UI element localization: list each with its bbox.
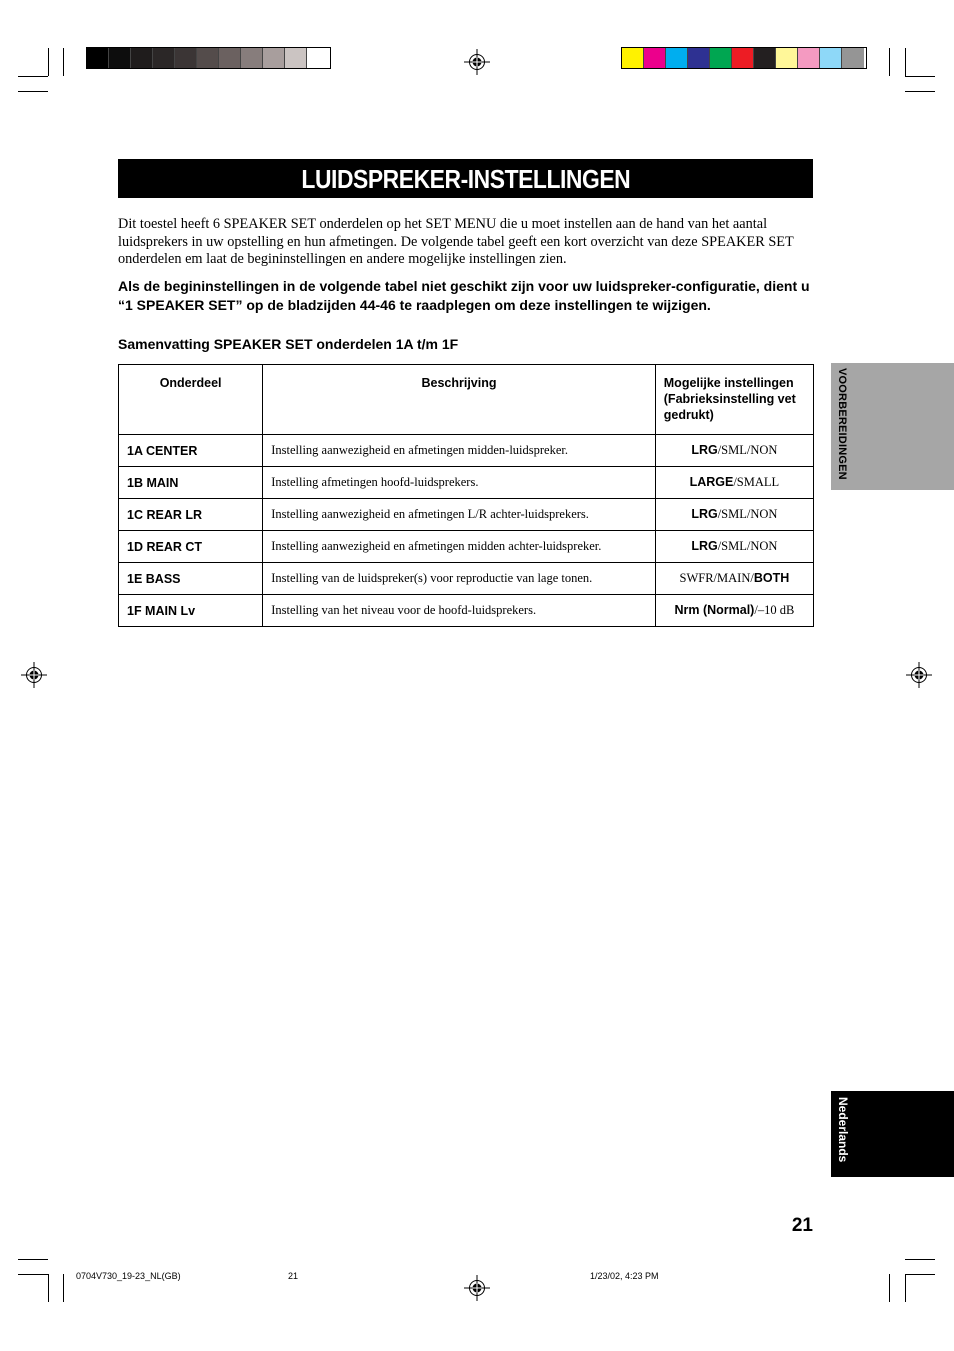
color-swatch <box>666 48 688 68</box>
row-item: 1F MAIN Lv <box>119 595 263 627</box>
option-values: /–10 dB <box>754 603 795 617</box>
row-description: Instelling aanwezigheid en afmetingen L/R achter-luidsprekers. <box>263 499 656 531</box>
row-item: 1A CENTER <box>119 435 263 467</box>
gray-calibration-bar <box>86 47 331 69</box>
color-swatch <box>307 48 329 68</box>
color-swatch <box>644 48 666 68</box>
crop-mark <box>18 1259 48 1260</box>
registration-mark-icon <box>21 662 47 688</box>
color-swatch <box>776 48 798 68</box>
default-option: LRG <box>691 443 718 457</box>
color-swatch <box>263 48 285 68</box>
row-options <box>655 595 813 627</box>
crop-mark <box>889 1274 890 1302</box>
column-header-options: Mogelijke instellingen (Fabrieksinstelling vet gedrukt) <box>655 365 813 435</box>
row-item: 1C REAR LR <box>119 499 263 531</box>
row-options <box>655 467 813 499</box>
registration-mark-icon <box>906 662 932 688</box>
option-values: SWFR/MAIN/ <box>679 571 754 585</box>
crop-mark <box>18 1274 48 1275</box>
color-swatch <box>688 48 710 68</box>
color-swatch <box>109 48 131 68</box>
color-swatch <box>175 48 197 68</box>
page-title: LUIDSPREKER-INSTELLINGEN <box>118 159 813 198</box>
default-option: Nrm (Normal) <box>674 603 755 617</box>
color-swatch <box>732 48 754 68</box>
color-swatch <box>842 48 864 68</box>
default-option: BOTH <box>753 571 790 585</box>
color-swatch <box>87 48 109 68</box>
row-options <box>655 435 813 467</box>
color-swatch <box>710 48 732 68</box>
column-header-item: Onderdeel <box>119 365 263 435</box>
default-option: LARGE <box>689 475 734 489</box>
speaker-set-table <box>118 364 814 627</box>
table-row <box>119 595 814 627</box>
default-option: LRG <box>691 539 718 553</box>
color-swatch <box>820 48 842 68</box>
row-description: Instelling aanwezigheid en afmetingen midden-luidspreker. <box>263 435 656 467</box>
registration-mark-icon <box>464 1275 490 1301</box>
row-options <box>655 531 813 563</box>
color-swatch <box>754 48 776 68</box>
crop-mark <box>905 1274 906 1302</box>
warning-paragraph: Als de begininstellingen in de volgende tabel niet geschikt zijn voor uw luidspreker-configuratie, dient u “1 SPEAKER SET” op de bladzijden 44-46 te raadplegen om deze instellingen te wijzigen. <box>118 278 810 313</box>
option-values: /SML/NON <box>717 443 778 457</box>
row-description: Instelling afmetingen hoofd-luidsprekers. <box>263 467 656 499</box>
color-swatch <box>131 48 153 68</box>
row-options <box>655 563 813 595</box>
footer-file: 0704V730_19-23_NL(GB) <box>76 1271 181 1281</box>
crop-mark <box>18 76 48 77</box>
row-item: 1E BASS <box>119 563 263 595</box>
color-swatch <box>241 48 263 68</box>
crop-mark <box>889 48 890 76</box>
row-options <box>655 499 813 531</box>
language-tab-label: Nederlands <box>836 1097 850 1163</box>
color-swatch <box>153 48 175 68</box>
color-swatch <box>285 48 307 68</box>
crop-mark <box>905 48 906 76</box>
row-item: 1D REAR CT <box>119 531 263 563</box>
page-number: 21 <box>791 1215 813 1236</box>
table-row <box>119 499 814 531</box>
crop-mark <box>48 1274 49 1302</box>
row-description: Instelling van de luidspreker(s) voor reproductie van lage tonen. <box>263 563 656 595</box>
crop-mark <box>905 91 935 92</box>
row-item: 1B MAIN <box>119 467 263 499</box>
table-header-row <box>119 365 814 435</box>
crop-mark <box>905 76 935 77</box>
option-values: /SMALL <box>733 475 780 489</box>
row-description: Instelling van het niveau voor de hoofd-luidsprekers. <box>263 595 656 627</box>
section-tab <box>831 363 954 490</box>
color-calibration-bar <box>621 47 867 69</box>
option-values: /SML/NON <box>717 507 778 521</box>
default-option: LRG <box>691 507 718 521</box>
intro-paragraph: Dit toestel heeft 6 SPEAKER SET onderdelen op het SET MENU die u moet instellen aan de hand van het aantal luidsprekers in uw opstelling en hun afmetingen. De volgende tabel geeft een kort overzicht van deze SPEAKER SET onderdelen em laat de begininstellingen en andere mogelijke instellingen zien. <box>118 216 794 267</box>
crop-mark <box>905 1274 935 1275</box>
crop-mark <box>48 48 49 76</box>
color-swatch <box>798 48 820 68</box>
crop-mark <box>63 48 64 76</box>
crop-mark <box>905 1259 935 1260</box>
table-row <box>119 531 814 563</box>
table-row <box>119 563 814 595</box>
option-values: /SML/NON <box>717 539 778 553</box>
table-row <box>119 435 814 467</box>
crop-mark <box>18 91 48 92</box>
column-header-description: Beschrijving <box>263 365 656 435</box>
section-tab-label: VOORBEREIDINGEN <box>836 368 848 480</box>
table-row <box>119 467 814 499</box>
table-heading: Samenvatting SPEAKER SET onderdelen 1A t/m 1F <box>118 336 459 352</box>
crop-mark <box>63 1274 64 1302</box>
color-swatch <box>197 48 219 68</box>
registration-mark-icon <box>464 49 490 75</box>
footer-datetime: 1/23/02, 4:23 PM <box>590 1271 659 1281</box>
color-swatch <box>219 48 241 68</box>
footer-page: 21 <box>288 1271 299 1281</box>
color-swatch <box>622 48 644 68</box>
row-description: Instelling aanwezigheid en afmetingen midden achter-luidspreker. <box>263 531 656 563</box>
